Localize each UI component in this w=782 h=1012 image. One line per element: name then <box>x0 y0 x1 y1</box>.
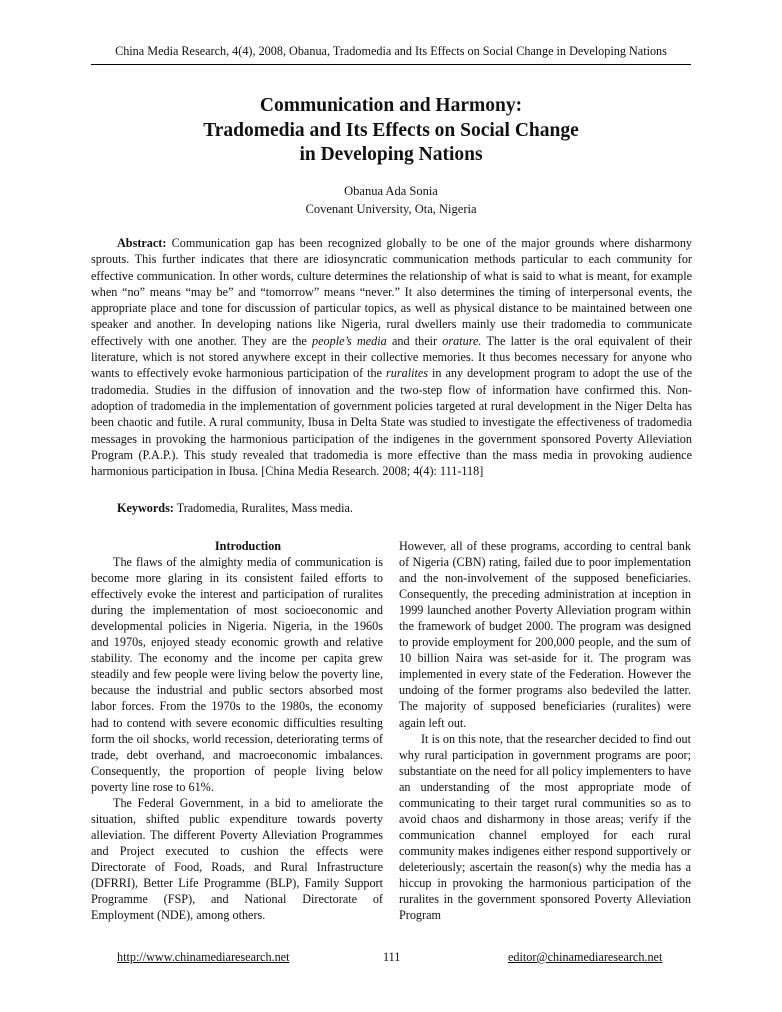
abstract-text-3: The latter is the oral equivalent of their literature, which is not stored anywhere except in their collective memories. It thus becomes necessary for anyone who wants to effectively evoke harmonious participation of the <box>91 333 693 381</box>
keywords-label: Keywords: <box>117 501 174 515</box>
paper-title <box>91 94 691 168</box>
right-column <box>399 538 691 923</box>
author-block <box>91 182 691 218</box>
left-paragraph-1: The flaws of the almighty media of communication is become more glaring in its consistent failed efforts to effectively evoke the interest and participation of ruralites during the implementation of most socioeconomic and developmental policies in Nigeria. Nigeria, in the 1960s and 1970s, enjoyed steady economic growth and relative stability. The economy and the income per capita grew steadily and few people were living below the poverty line, because the industrial and public sectors absorbed most labor forces. From the 1970s to the 1980s, the economy had to contend with severe economic difficulties resulting form the oil shocks, world recession, deteriorating terms of trade, debt overhand, and macroeconomic imbalances. Consequently, the proportion of people living below poverty line rose to 61%. <box>91 555 383 794</box>
left-column <box>91 538 383 923</box>
abstract-text-1: Communication gap has been recognized globally to be one of the major grounds where disharmony sprouts. This further indicates that there are idiosyncratic communication methods particular to each community for effective communication. In other words, culture determines the relationship of what is said to what is meant, for example when “no” means “may be” and “tomorrow” means “never.” It also determines the timing of interpersonal events, the appropriate place and tone for discussion of particular topics, as well as physical distance to be maintained between one speaker and another. In developing nations like Nigeria, rural dwellers mainly use their tradomedia to communicate effectively with one another. They are the <box>91 236 693 348</box>
author-affiliation: Covenant University, Ota, Nigeria <box>305 202 477 216</box>
footer-email-link[interactable]: editor@chinamediaresearch.net <box>508 950 663 964</box>
abstract-text-2: and their <box>391 333 438 348</box>
title-line-1: Communication and Harmony: <box>259 95 523 116</box>
running-header: China Media Research, 4(4), 2008, Obanua, Tradomedia and Its Effects on Social Change in Developing Nations <box>91 44 691 65</box>
right-paragraph-2: It is on this note, that the researcher decided to find out why rural participation in government programs are poor; substantiate on the need for all policy implementers to have an understanding of the most appropriate mode of communicating to their target rural communities so as to avoid chaos and disharmony in those areas; verify if the communication channel employed for each rural community makes indigenes either respond supportively or deleteriously; ascertain the reason(s) why the media has a hiccup in provoking the harmonious participation of the ruralites in the government sponsored Poverty Alleviation Program <box>399 731 691 923</box>
abstract-label: Abstract: <box>117 236 167 250</box>
abstract-italic-3: ruralites <box>386 366 429 381</box>
right-paragraph-1: However, all of these programs, according to central bank of Nigeria (CBN) rating, failed due to poor implementation and the non-involvement of the supposed beneficiaries. Consequently, the preceding administration at inception in 1999 launched another Poverty Alleviation program within the framework of budget 2000. The program was designed to provide employment for 200,000 people, and the sum of 10 billion Naira was set-aside for it. The program was implemented in every state of the Federation. However the undoing of the former programs also bedeviled the latter. The majority of supposed beneficiaries (ruralites) were again left out. <box>399 539 691 730</box>
left-paragraph-2: The Federal Government, in a bid to ameliorate the situation, shifted public expenditure towards poverty alleviation. The different Poverty Alleviation Programmes and Project executed to cushion the effects were Directorate of Food, Roads, and Rural Infrastructure (DFRRI), Better Life Programme (BLP), Family Support Programme (FSP), and National Directorate of Employment (NDE), among others. <box>91 795 383 923</box>
page-number: 111 <box>383 950 401 964</box>
keywords-text: Tradomedia, Ruralites, Mass media. <box>176 501 353 515</box>
footer-website-link[interactable]: http://www.chinamediaresearch.net <box>117 950 290 964</box>
abstract-italic-1: people’s media <box>312 333 387 348</box>
abstract <box>91 235 692 479</box>
author-name: Obanua Ada Sonia <box>344 184 438 198</box>
section-heading-introduction: Introduction <box>214 539 282 553</box>
keywords <box>91 500 692 516</box>
title-line-3: in Developing Nations <box>299 144 483 165</box>
title-line-2: Tradomedia and Its Effects on Social Change <box>203 119 579 141</box>
abstract-italic-2: orature. <box>442 333 482 348</box>
abstract-text-4: in any development program to adopt the use of the tradomedia. Studies in the diffusion of innovation and the two-step flow of information have confirmed this. Non- adoption of tradomedia in the implementation of government policies targeted at rural development in the Niger Delta has been chaotic and futile. A rural community, Ibusa in Delta State was studied to investigate the effectiveness of tradomedia messages in provoking the harmonious participation of the indigenes in the government sponsored Poverty Alleviation Program (P.A.P.). This study revealed that tradomedia is more effective than the mass media in provoking audience harmonious participation in Ibusa. [China Media Research. 2008; 4(4): 111-118] <box>91 366 693 479</box>
